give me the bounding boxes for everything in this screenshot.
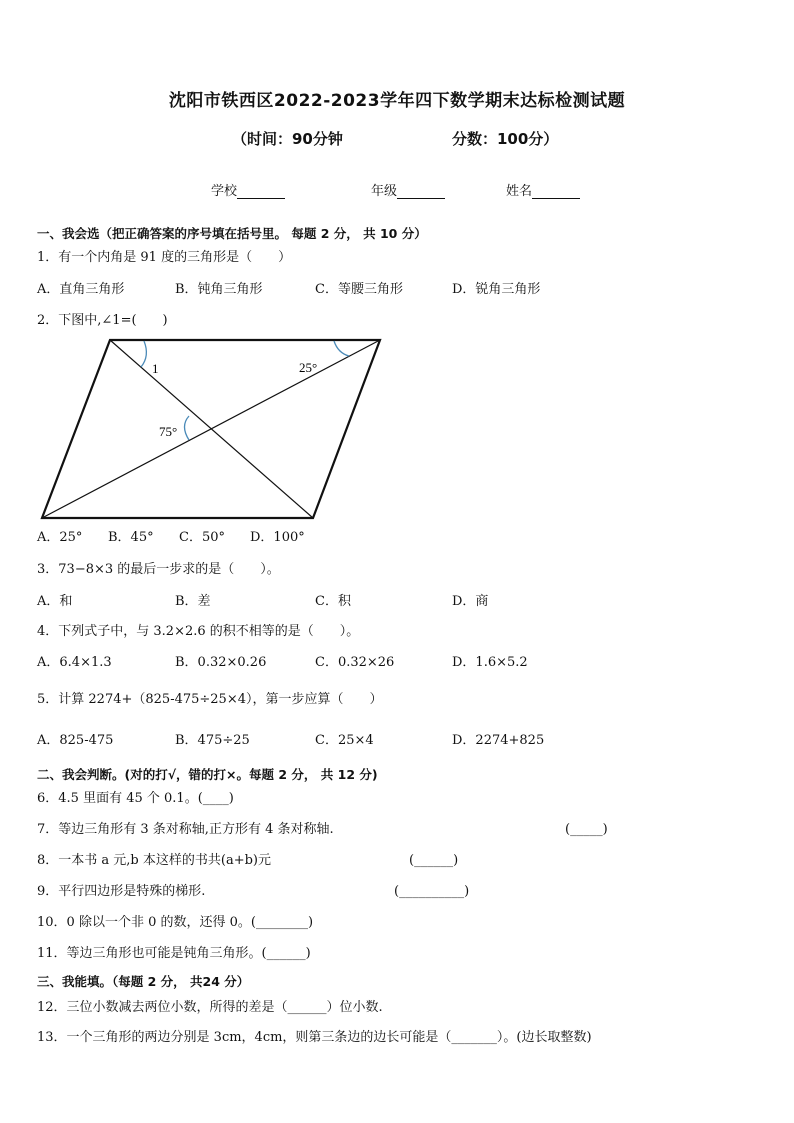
q2-option-d[interactable]: D．100° bbox=[250, 530, 305, 545]
school-blank[interactable] bbox=[237, 186, 285, 199]
q3-option-a[interactable]: A．和 bbox=[37, 594, 73, 609]
exam-score: 分数：100分） bbox=[452, 130, 559, 148]
q13-text: 13．一个三角形的两边分别是 3cm，4cm，则第三条边的边长可能是（_______）。(边长取整数) bbox=[37, 1030, 592, 1045]
page-title: 沈阳市铁西区2022-2023学年四下数学期末达标检测试题 bbox=[168, 91, 626, 111]
name-field[interactable] bbox=[506, 180, 580, 199]
grade-label: 年级 bbox=[371, 184, 398, 199]
q8-text: 8．一本书 a 元,b 本这样的书共(a+b)元 bbox=[37, 853, 271, 868]
section-3-heading: 三、我能填。（每题 2 分， 共24 分） bbox=[37, 974, 250, 989]
q9-answer-blank[interactable]: (__________) bbox=[394, 884, 470, 899]
angle-75-arc bbox=[185, 416, 190, 440]
q5-option-d[interactable]: D．2274+825 bbox=[452, 733, 545, 748]
q5-option-c[interactable]: C．25×4 bbox=[315, 733, 374, 748]
q4-stem: 4．下列式子中，与 3.2×2.6 的积不相等的是（ ）。 bbox=[37, 624, 360, 639]
grade-blank[interactable] bbox=[397, 186, 445, 199]
q4-option-a[interactable]: A．6.4×1.3 bbox=[37, 655, 112, 670]
q5-option-a[interactable]: A．825-475 bbox=[37, 733, 114, 748]
q9-text: 9．平行四边形是特殊的梯形. bbox=[37, 884, 206, 899]
angle-1-arc bbox=[141, 341, 146, 367]
section-2-heading: 二、我会判断。(对的打√，错的打×。每题 2 分， 共 12 分) bbox=[37, 767, 378, 782]
angle-25-label: 25° bbox=[299, 360, 318, 375]
q4-option-b[interactable]: B．0.32×0.26 bbox=[175, 655, 267, 670]
exam-time: （时间：90分钟 bbox=[232, 130, 343, 148]
q5-option-b[interactable]: B．475÷25 bbox=[175, 733, 250, 748]
q6-text: 6．4.5 里面有 45 个 0.1。(____) bbox=[37, 791, 234, 806]
q2-stem: 2．下图中,∠1=( ) bbox=[37, 313, 168, 328]
section-1-heading: 一、我会选（把正确答案的序号填在括号里。 每题 2 分， 共 10 分） bbox=[37, 226, 427, 241]
name-blank[interactable] bbox=[532, 186, 580, 199]
q1-option-d[interactable]: D．锐角三角形 bbox=[452, 282, 541, 297]
q1-option-c[interactable]: C．等腰三角形 bbox=[315, 282, 403, 297]
q1-option-b[interactable]: B．钝角三角形 bbox=[175, 282, 263, 297]
q7-answer-blank[interactable]: (_____) bbox=[565, 822, 608, 837]
school-label: 学校 bbox=[211, 184, 238, 199]
q1-stem: 1．有一个内角是 91 度的三角形是（ ） bbox=[37, 250, 292, 265]
q12-text: 12．三位小数减去两位小数，所得的差是（______）位小数. bbox=[37, 1000, 383, 1015]
q3-option-d[interactable]: D．商 bbox=[452, 594, 489, 609]
q11-text: 11．等边三角形也可能是钝角三角形。(______) bbox=[37, 946, 311, 961]
q2-option-c[interactable]: C．50° bbox=[179, 530, 225, 545]
q8-answer-blank[interactable]: (______) bbox=[409, 853, 459, 868]
q2-option-b[interactable]: B．45° bbox=[108, 530, 154, 545]
q4-option-c[interactable]: C．0.32×26 bbox=[315, 655, 395, 670]
q3-option-b[interactable]: B．差 bbox=[175, 594, 211, 609]
parallelogram-figure bbox=[38, 336, 388, 526]
angle-1-label: 1 bbox=[152, 361, 159, 376]
q4-option-d[interactable]: D．1.6×5.2 bbox=[452, 655, 528, 670]
q2-option-a[interactable]: A．25° bbox=[37, 530, 83, 545]
angle-25-arc bbox=[334, 341, 349, 356]
q3-stem: 3．73−8×3 的最后一步求的是（ ）。 bbox=[37, 562, 280, 577]
q3-option-c[interactable]: C．积 bbox=[315, 594, 351, 609]
grade-field[interactable] bbox=[371, 180, 445, 199]
school-field[interactable] bbox=[211, 180, 285, 199]
diagonal-2 bbox=[42, 340, 380, 518]
q5-stem: 5．计算 2274+（825-475÷25×4），第一步应算（ ） bbox=[37, 692, 383, 707]
name-label: 姓名 bbox=[506, 184, 533, 199]
q10-text: 10．0 除以一个非 0 的数，还得 0。(________) bbox=[37, 915, 314, 930]
q7-text: 7．等边三角形有 3 条对称轴,正方形有 4 条对称轴. bbox=[37, 822, 334, 837]
angle-75-label: 75° bbox=[159, 424, 178, 439]
q1-option-a[interactable]: A．直角三角形 bbox=[37, 282, 125, 297]
